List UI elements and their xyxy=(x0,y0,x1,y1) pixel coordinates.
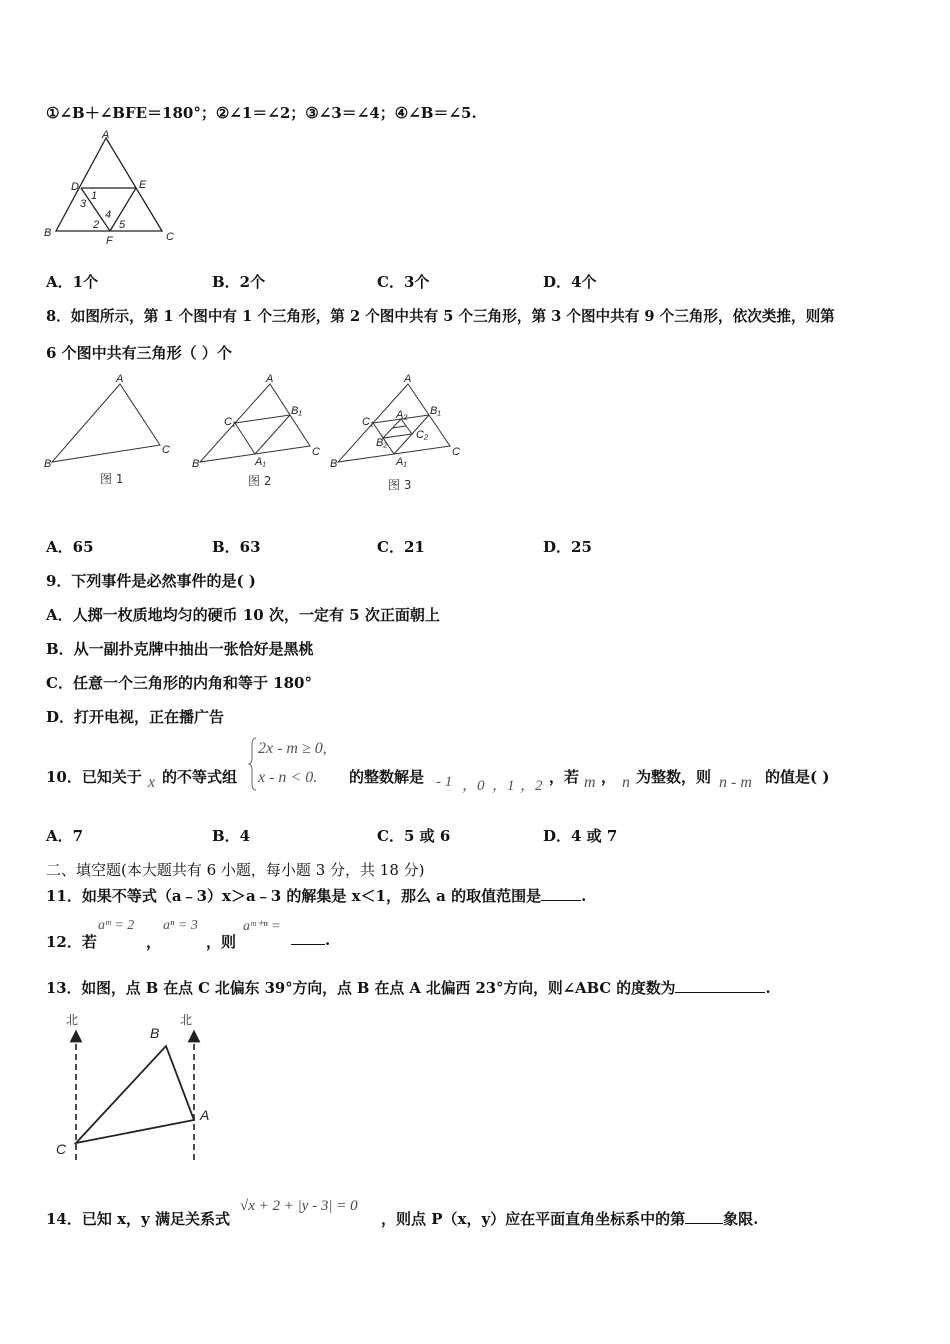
fig2-b1: B₁ xyxy=(291,405,302,417)
q9-option-c: C．任意一个三角形的内角和等于 180° xyxy=(46,674,312,692)
fig3-c1: C₁ xyxy=(362,416,374,428)
fig3-a2: A₂ xyxy=(396,409,408,421)
angle-3: 3 xyxy=(80,198,87,210)
label-d: D xyxy=(71,181,79,193)
q8-figures xyxy=(40,372,480,497)
q14-rest-line xyxy=(381,1208,758,1229)
q11-text: 11．如果不等式（a﹣3）x＞a﹣3 的解集是 x＜1，那么 a 的取值范围是 xyxy=(46,887,542,905)
q10-if: ，若 xyxy=(549,768,580,786)
q12-end: . xyxy=(325,931,331,949)
q7-option-a: A．1个 xyxy=(46,273,99,291)
north-label-1: 北 xyxy=(66,1013,79,1027)
q12-expr-3: aᵐ⁺ⁿ = xyxy=(243,919,281,934)
fig1-caption: 图 1 xyxy=(100,472,124,486)
fig3-triangle xyxy=(338,384,450,462)
q10-prefix: 10．已知关于 xyxy=(46,768,142,786)
label-f: F xyxy=(106,235,113,247)
fig3-b1: B₁ xyxy=(430,405,441,417)
label-b: B xyxy=(44,227,52,239)
triangle-abc xyxy=(76,1046,194,1143)
q10-ineq1: 2x - m ≥ 0, xyxy=(258,740,327,757)
q12-expr-1: aᵐ = 2 xyxy=(98,918,135,933)
q8-line2: 6 个图中共有三角形（ ）个 xyxy=(46,344,232,362)
q9-option-d: D．打开电视，正在播广告 xyxy=(46,708,225,726)
q14-rest: ，则点 P（x，y）应在平面直角坐标系中的第 xyxy=(381,1210,686,1228)
point-a: A xyxy=(200,1107,210,1123)
q7-option-c: C．3个 xyxy=(377,273,430,291)
q13-end: . xyxy=(765,980,771,997)
fig2-a: A xyxy=(266,373,274,385)
fig3-c2: C₂ xyxy=(416,429,429,441)
point-c: C xyxy=(56,1141,67,1157)
fig2-c1b1 xyxy=(235,415,290,423)
q11-line xyxy=(46,885,586,906)
q12-prefix: 12．若 xyxy=(46,933,97,951)
fig1-triangle xyxy=(52,384,160,462)
q14-prefix: 14．已知 x，y 满足关系式 xyxy=(46,1210,230,1228)
q13-figure xyxy=(48,1008,228,1168)
q11-blank xyxy=(541,900,581,901)
q10-comma: ， xyxy=(601,768,617,786)
q13-text: 13．如图，点 B 在点 C 北偏东 39°方向，点 B 在点 A 北偏西 23°方向，则∠ABC 的度数为 xyxy=(46,980,676,997)
fig2-b: B xyxy=(192,458,200,470)
fig2-c1: C₁ xyxy=(224,416,236,428)
fig3-inner-triangle xyxy=(383,419,412,438)
q11-end: . xyxy=(581,887,587,905)
angle-2: 2 xyxy=(93,219,100,231)
q14-end: 象限. xyxy=(723,1210,759,1228)
q10-m: m xyxy=(584,774,596,791)
q10-sol-4: ，2 xyxy=(520,778,543,794)
q12-expr-2: aⁿ = 3 xyxy=(163,918,198,933)
q8-line1: 8．如图所示，第 1 个图中有 1 个三角形，第 2 个图中共有 5 个三角形，第 3 个图中共有 9 个三角形，依次类推，则第 xyxy=(46,308,835,325)
q8-option-d: D．25 xyxy=(543,538,592,556)
q13-blank xyxy=(675,992,765,993)
q10-after: 的整数解是 xyxy=(349,768,425,786)
point-b: B xyxy=(150,1025,160,1041)
q10-sol-1: - 1 xyxy=(436,774,453,790)
north-label-2: 北 xyxy=(180,1013,193,1027)
q14-expr: √x + 2 + |y - 3| = 0 xyxy=(240,1198,358,1214)
q9-stem: 9．下列事件是必然事件的是( ) xyxy=(46,572,256,590)
q10-var-x: x xyxy=(148,774,156,791)
q9-option-b: B．从一副扑克牌中抽出一张恰好是黑桃 xyxy=(46,640,314,658)
q10-sol-3: ，1 xyxy=(492,778,515,794)
fig2-triangle xyxy=(200,384,310,462)
fig2-c1a1 xyxy=(235,423,255,454)
q12-blank xyxy=(291,944,325,945)
label-c: C xyxy=(166,231,174,243)
q8-option-a: A．65 xyxy=(46,538,94,556)
q10-nm: n - m xyxy=(719,774,752,791)
q10-n: n xyxy=(622,774,630,791)
q10-option-a: A．7 xyxy=(46,827,84,845)
q10-tail: 的值是( ) xyxy=(765,768,830,786)
q13-line xyxy=(46,977,771,998)
q12-comma: ， xyxy=(146,933,162,951)
q7-statements: ①∠B＋∠BFE＝180°；②∠1＝∠2；③∠3＝∠4；④∠B＝∠5. xyxy=(46,104,477,122)
q12-answer xyxy=(291,931,330,949)
q7-figure xyxy=(40,128,190,250)
fig3-b2: B₂ xyxy=(376,437,388,449)
fig1-a: A xyxy=(116,373,124,385)
q10-are-int: 为整数，则 xyxy=(636,768,712,786)
q10-mid: 的不等式组 xyxy=(162,768,238,786)
label-a: A xyxy=(102,129,110,141)
q10-option-c: C．5 或 6 xyxy=(377,827,451,845)
fig2-a1: A₁ xyxy=(255,456,266,468)
q7-option-b: B．2个 xyxy=(212,273,266,291)
q10-ineq2: x - n < 0. xyxy=(258,769,318,786)
q8-option-b: B．63 xyxy=(212,538,261,556)
q10-brace xyxy=(248,736,258,792)
fig3-b: B xyxy=(330,458,338,470)
fig2-b1a1 xyxy=(255,415,290,454)
q10-option-b: B．4 xyxy=(212,827,251,845)
angle-5: 5 xyxy=(119,219,126,231)
fig1-c: C xyxy=(162,444,170,456)
label-e: E xyxy=(139,179,147,191)
angle-1: 1 xyxy=(91,190,98,202)
fig1-b: B xyxy=(44,458,52,470)
q10-sol-2: ，0 xyxy=(462,778,485,794)
q8-option-c: C．21 xyxy=(377,538,425,556)
fig3-c: C xyxy=(452,446,460,458)
fig3-caption: 图 3 xyxy=(388,478,412,492)
fig2-c: C xyxy=(312,446,320,458)
section-2-heading: 二、填空题(本大题共有 6 小题，每小题 3 分，共 18 分) xyxy=(46,861,425,879)
fig3-a1: A₁ xyxy=(396,456,407,468)
q14-blank xyxy=(685,1223,723,1224)
fig3-a: A xyxy=(404,373,412,385)
q12-then: ，则 xyxy=(206,933,237,951)
fig2-caption: 图 2 xyxy=(248,474,272,488)
q10-option-d: D．4 或 7 xyxy=(543,827,618,845)
q7-option-d: D．4个 xyxy=(543,273,597,291)
q9-option-a: A．人掷一枚质地均匀的硬币 10 次，一定有 5 次正面朝上 xyxy=(46,606,440,624)
angle-4: 4 xyxy=(105,209,112,221)
